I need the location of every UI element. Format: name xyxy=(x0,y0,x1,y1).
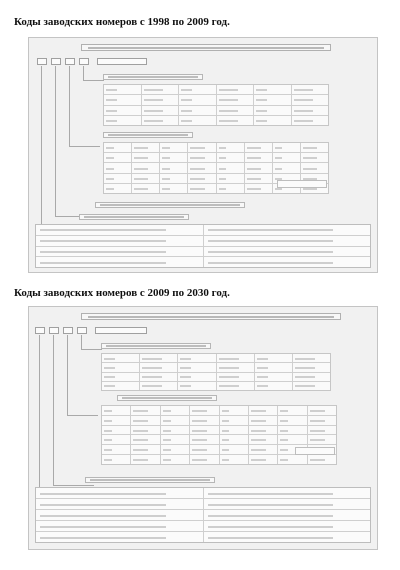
year-code-grid xyxy=(101,405,337,465)
leader-line xyxy=(83,66,104,81)
code-digit-box xyxy=(77,327,87,334)
code-number-box xyxy=(95,327,147,334)
heading-2009-2030: Коды заводских номеров с 2009 по 2030 год. xyxy=(14,287,230,299)
section-head-year xyxy=(117,395,217,401)
section-head-month xyxy=(103,74,203,80)
code-digit-box xyxy=(79,58,89,65)
leader-line xyxy=(81,335,102,350)
code-digit-box xyxy=(35,327,45,334)
code-digit-box xyxy=(65,58,75,65)
manufacturer-legend xyxy=(35,224,371,268)
section-head-manufacturer xyxy=(79,214,189,220)
serial-code-table-2009-2030 xyxy=(28,306,378,550)
heading-1998-2009: Коды заводских номеров с 1998 по 2009 год. xyxy=(14,16,230,28)
code-digit-box xyxy=(49,327,59,334)
year-note-box xyxy=(295,447,335,455)
code-digit-box xyxy=(63,327,73,334)
month-code-grid xyxy=(103,84,329,126)
section-head-month xyxy=(101,343,211,349)
leader-line xyxy=(39,335,42,506)
figure-title xyxy=(81,313,341,320)
code-digit-box xyxy=(51,58,61,65)
figure-title xyxy=(81,44,331,51)
code-digit-box xyxy=(37,58,47,65)
code-number-box xyxy=(97,58,147,65)
manufacturer-legend xyxy=(35,487,371,543)
section-head-year xyxy=(103,132,193,138)
section-head-manufacturer xyxy=(85,477,215,483)
section-head-serial xyxy=(95,202,245,208)
leader-line xyxy=(41,66,44,247)
year-note-box xyxy=(277,180,327,188)
serial-code-table-1998-2009 xyxy=(28,37,378,273)
month-code-grid xyxy=(101,353,331,391)
